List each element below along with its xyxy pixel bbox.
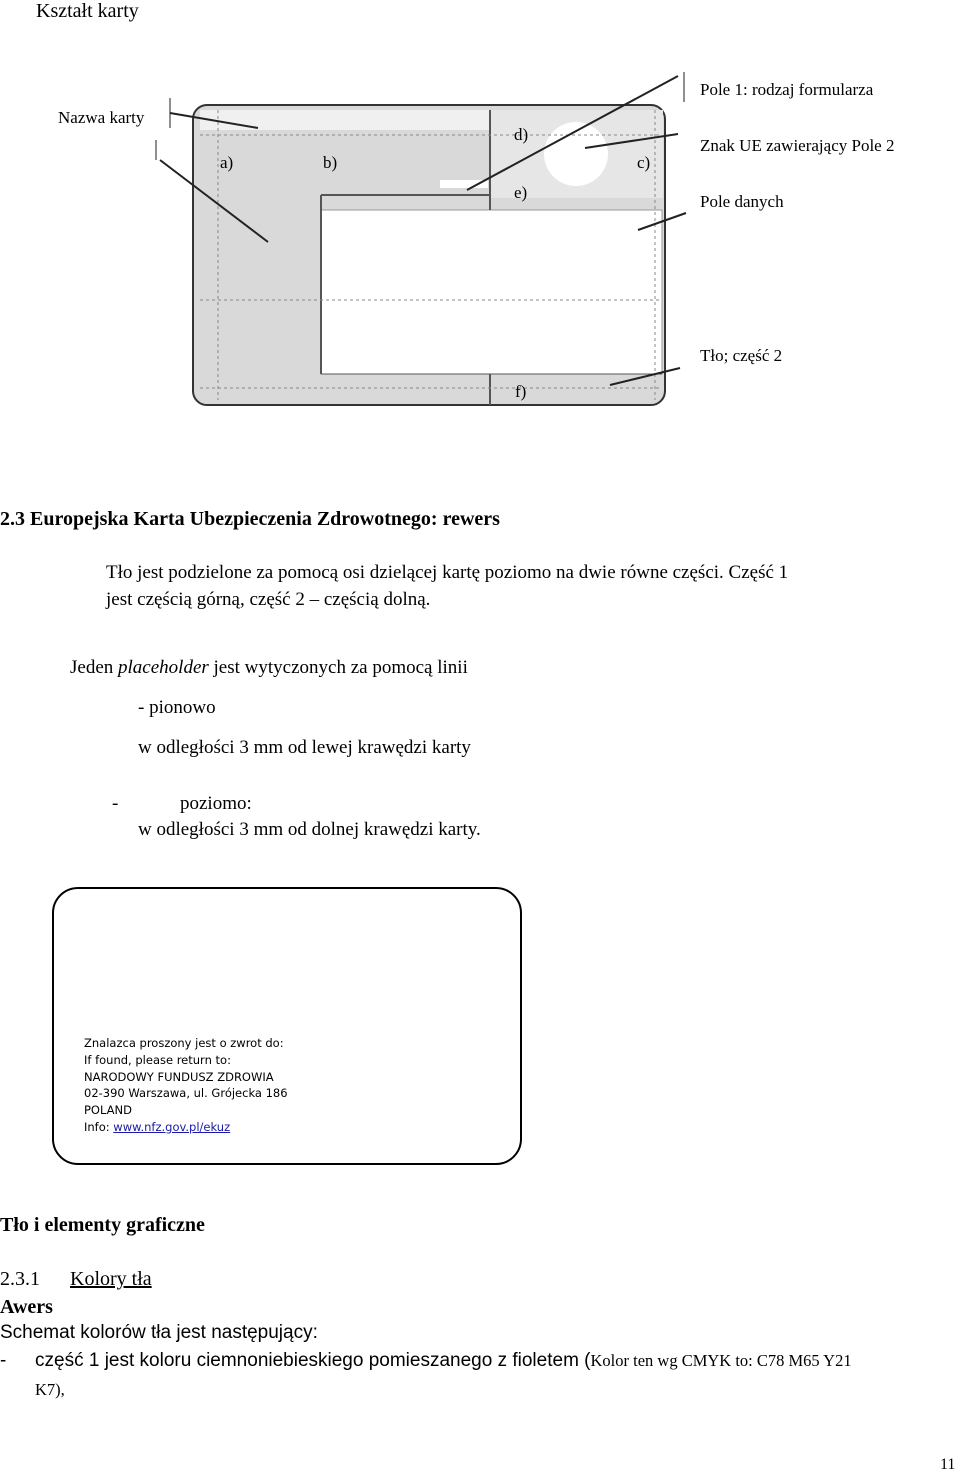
item-text-cont: K7), [35,1380,65,1399]
item-dash: - [0,1350,7,1371]
label-f: f) [515,382,527,401]
colors-section-number: 2.3.1 [0,1268,40,1290]
label-c: c) [637,153,651,172]
return-line2: If found, please return to: [84,1052,231,1067]
colors-section-title: Kolory tła [70,1268,152,1290]
field-bar [440,180,488,188]
item-text-small: Kolor ten wg CMYK to: C78 M65 Y21 [590,1351,852,1370]
return-info-line [84,1119,288,1136]
label-d: d) [514,125,529,144]
graphics-heading: Tło i elementy graficzne [0,1214,205,1236]
scheme-intro: Schemat kolorów tła jest następujący: [0,1322,318,1343]
label-e: e) [514,183,528,202]
label-a: a) [220,153,234,172]
field1-label: Pole 1: rodzaj formularza [700,80,874,99]
subsection-heading-reverse: 2.3 Europejska Karta Ubezpieczenia Zdrowotnego: rewers [0,508,500,530]
list-horizontal-dash: - [112,793,119,814]
data-field-label: Pole danych [700,192,784,211]
list-horizontal-text: w odległości 3 mm od dolnej krawędzi karty. [138,819,481,840]
return-line1: Znalazca proszony jest o zwrot do: [84,1036,284,1050]
para1-line1: Tło jest podzielone za pomocą osi dzielącej kartę poziomo na dwie równe części. Część 1 [106,562,789,583]
card-shape-diagram [0,0,960,440]
para2-italic: placeholder [118,657,209,678]
return-line4: 02-390 Warszawa, ul. Grójecka 186 [84,1086,288,1101]
data-field-area [321,210,662,374]
top-band [200,110,490,130]
return-address-text [84,1035,288,1136]
nfz-link[interactable]: www.nfz.gov.pl/ekuz [113,1119,231,1134]
return-line5: POLAND [84,1103,132,1118]
awers-heading: Awers [0,1296,53,1318]
return-line3: NARODOWY FUNDUSZ ZDROWIA [84,1069,274,1084]
label-b: b) [323,153,338,172]
color-item-line [35,1350,852,1372]
item-text-large: część 1 jest koloru ciemnoniebieskiego pomieszanego z fioletem ( [35,1350,591,1371]
list-horizontal-label: poziomo: [180,793,252,814]
eu-sign-label: Znak UE zawierający Pole 2 [700,136,895,155]
para1-line2: jest częścią górną, część 2 – częścią dolną. [106,589,431,610]
card-name-label: Nazwa karty [58,108,145,127]
return-info-label: Info: [84,1119,114,1134]
para2 [70,657,468,679]
para2-post: jest wytyczonych za pomocą linii [208,657,468,678]
section-heading-card-shape: Kształt karty [36,0,139,22]
list-vertical-text: w odległości 3 mm od lewej krawędzi karty [138,737,471,758]
para2-pre: Jeden [70,657,119,678]
page-number: 11 [940,1456,956,1473]
list-vertical-label: - pionowo [138,697,216,718]
background-label: Tło; część 2 [700,346,783,365]
